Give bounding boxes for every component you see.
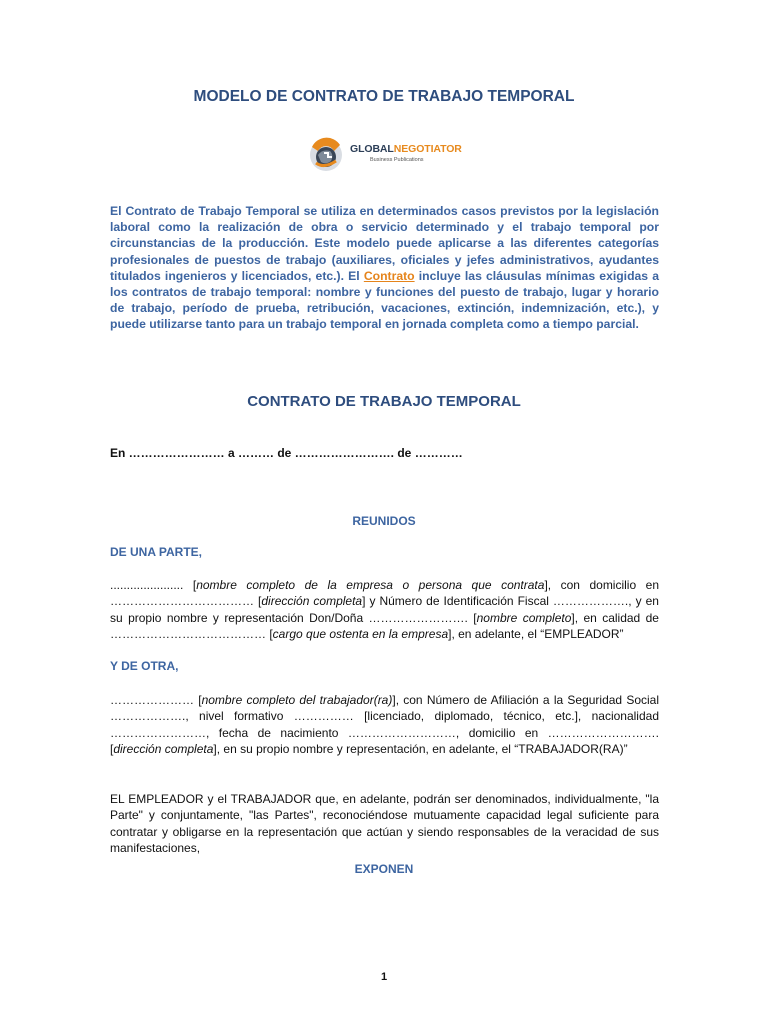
party-one-placeholder-1: nombre completo de la empresa o persona que contrata — [196, 578, 545, 592]
party-one-paragraph — [110, 577, 659, 643]
party-two-text-3: ], en su propio nombre y representación, en adelante, el “TRABAJADOR(RA)” — [213, 742, 628, 757]
party-one-placeholder-3: nombre completo — [476, 610, 572, 625]
party-one-text-5: ], en adelante, el “EMPLEADOR” — [448, 627, 624, 642]
reunidos-heading: REUNIDOS — [352, 514, 416, 528]
logo-brand-text — [350, 143, 462, 155]
logo-brand-part2: NEGOTIATOR — [393, 143, 462, 155]
party-one-text-1: ...................... [ — [110, 578, 197, 592]
party-two-placeholder-1: nombre completo del trabajador(ra) — [201, 693, 393, 707]
exponen-heading: EXPONEN — [354, 862, 414, 876]
party-two-text-2: ], con Número de Afiliación a la Seguridad Social ………………., nivel formativo …………… [licenciado, diplomado, técnico, etc.], nacionalidad ……………………, fecha de nacimiento ………………………, domicilio en ………………………. [ — [110, 693, 660, 757]
globe-logo-icon — [304, 133, 348, 177]
date-line: En …………………… a ……… de ……………………. de ………… — [110, 446, 463, 460]
party-one-text-4: ], en calidad de ………………………………… [ — [110, 610, 659, 642]
intro-text-before-link: El Contrato de Trabajo Temporal se utiliza en determinados casos previstos por la legislación laboral como la realización de obra o servicio determinado y el trabajo temporal por circunstancias de la producción. Este modelo puede aplicarse a las diferentes categorías profesionales de puestos de trabajo (auxiliares, oficiales y jefes administrativos, ayudantes titulados ingenieros y licenciados, etc.). El — [110, 204, 659, 283]
intro-paragraph — [110, 203, 659, 333]
document-title: MODELO DE CONTRATO DE TRABAJO TEMPORAL — [193, 88, 575, 105]
party-two-paragraph — [110, 692, 659, 758]
party-two-heading: Y DE OTRA, — [110, 659, 179, 673]
parties-paragraph: EL EMPLEADOR y el TRABAJADOR que, en adelante, podrán ser denominados, individualmente, "la Parte" y conjuntamente, "las Partes", reconociéndose mutuamente capacidad legal suficiente para contratar y obligarse en la representación que actúan y siendo responsables de la veracidad de sus manifestaciones, — [110, 792, 659, 856]
contrato-link[interactable]: Contrato — [363, 268, 415, 283]
global-negotiator-logo — [302, 132, 466, 178]
page-number: 1 — [380, 971, 388, 983]
party-two-text-1: ………………… [ — [110, 693, 202, 707]
party-two-placeholder-2: dirección completa — [113, 742, 214, 757]
party-one-placeholder-4: cargo que ostenta en la empresa — [272, 627, 449, 642]
party-one-text-3: ] y Número de Identificación Fiscal ………………., y en su propio nombre y representación Don/Doña ……………………. [ — [110, 594, 659, 625]
logo-brand-part1: GLOBAL — [350, 143, 394, 155]
party-one-placeholder-2: dirección completa — [261, 594, 363, 609]
party-one-text-2: ], con domicilio en ……………………………… [ — [110, 578, 660, 609]
logo-tagline: Business Publications — [370, 157, 424, 163]
intro-text-after-link: incluye las cláusulas mínimas exigidas a los contratos de trabajo temporal: nombre y funciones del puesto de trabajo, lugar y horario de trabajo, período de prueba, retribución, vacaciones, extinción, indemnización, etc.), y puede utilizarse tanto para un trabajo temporal en jornada completa como a tiempo parcial. — [110, 268, 659, 332]
contract-title: CONTRATO DE TRABAJO TEMPORAL — [247, 393, 521, 410]
party-one-heading: DE UNA PARTE, — [110, 545, 203, 559]
